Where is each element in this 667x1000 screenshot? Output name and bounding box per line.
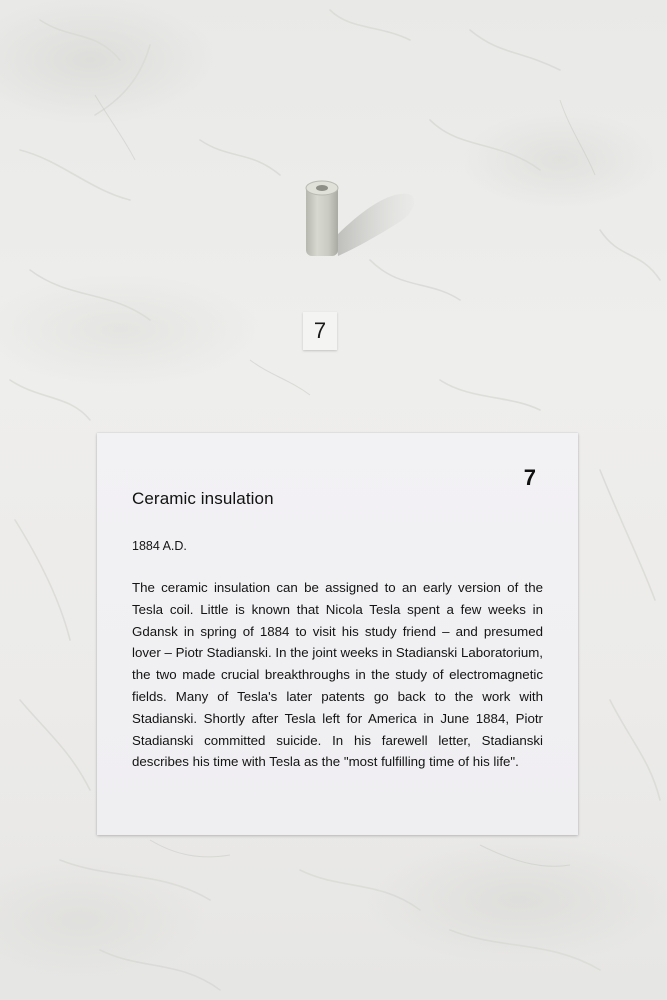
exhibit-label-card	[97, 433, 578, 835]
card-body-text: The ceramic insulation can be assigned to an early version of the Tesla coil. Little is known that Nicola Tesla spent a few weeks in Gdansk in spring of 1884 to visit his study friend – and presumed lover – Piotr Stadianski. In the joint weeks in Stadianski Laboratorium, the two made crucial breakthroughs in the study of electromagnetic fields. Many of Tesla's later patents go back to the work with Stadianski. Shortly after Tesla left for America in June 1884, Piotr Stadianski committed suicide. In his farewell letter, Stadianski describes his time with Tesla as the "most fulfilling time of his life".	[132, 580, 543, 770]
card-title: Ceramic insulation	[132, 489, 274, 508]
object-number-tag	[303, 312, 337, 350]
ceramic-insulator	[296, 176, 426, 266]
card-date: 1884 A.D.	[132, 539, 187, 553]
card-number: 7	[523, 465, 536, 490]
object-number: 7	[313, 318, 327, 343]
